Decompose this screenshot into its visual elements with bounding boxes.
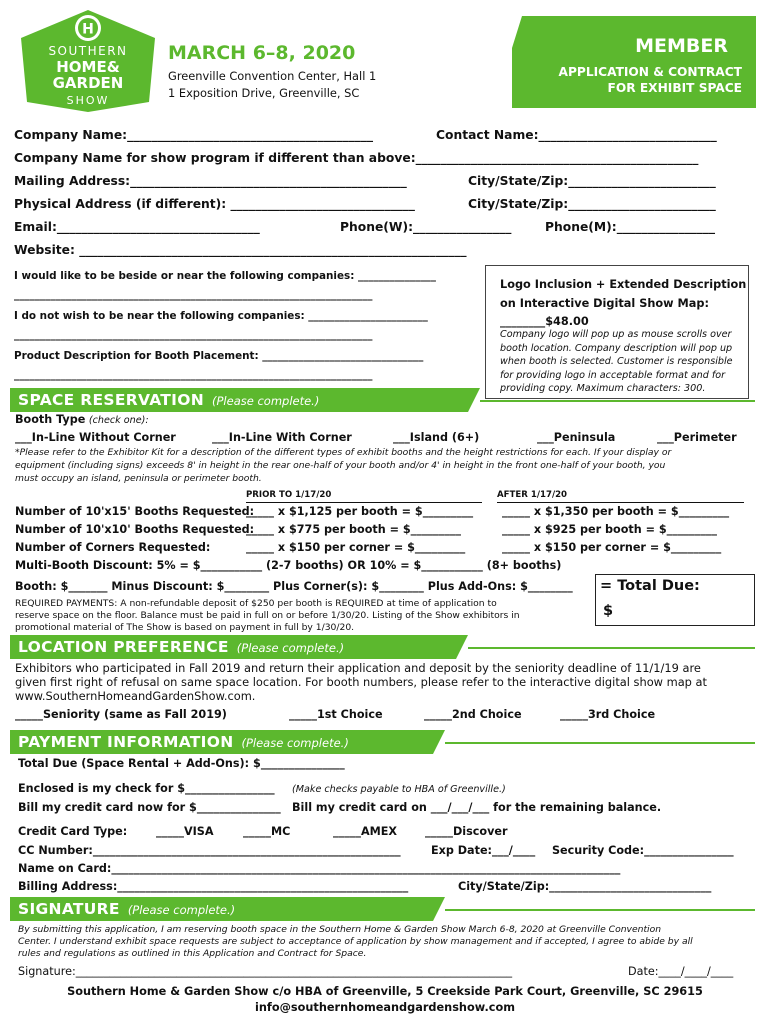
card-discover[interactable]: _____Discover (425, 825, 508, 838)
seniority-paragraph (15, 661, 707, 703)
booths-10x10-label: Number of 10'x10' Booths Requested: (15, 523, 255, 536)
card-type-label: Credit Card Type: (18, 825, 128, 838)
after-heading-rule (497, 502, 744, 503)
payment-banner-title: PAYMENT INFORMATION (18, 733, 234, 751)
first-choice[interactable]: _____1st Choice (289, 708, 383, 721)
booths-10x10-prior[interactable]: _____ x $775 per booth = $_________ (246, 523, 461, 536)
booths-10x15-prior[interactable]: _____ x $1,125 per booth = $_________ (246, 505, 474, 518)
card-visa[interactable]: _____VISA (156, 825, 214, 838)
booth-totals-line[interactable]: Booth: $_______ Minus Discount: $________ Plus Corner(s): $________ Plus Add-Ons: $________ (15, 580, 573, 593)
third-choice[interactable]: _____3rd Choice (560, 708, 656, 721)
signature-date-field[interactable]: Date:____/____/____ (628, 965, 734, 978)
signature-banner-sub: (Please complete.) (127, 903, 236, 917)
total-due-field[interactable]: Total Due (Space Rental + Add-Ons): $_______________ (18, 757, 345, 770)
phone-mobile-field[interactable]: Phone(M):________________ (545, 220, 716, 234)
member-title: MEMBER (635, 35, 728, 57)
logo-inclusion-box (485, 265, 749, 399)
member-banner (512, 16, 756, 108)
booth-type-peninsula[interactable]: ___Peninsula (537, 431, 616, 444)
bill-later-field[interactable]: Bill my credit card on ___/___/___ for the remaining balance. (292, 801, 662, 814)
program-name-field[interactable]: Company Name for show program if different than above:______________________________________________ (14, 151, 699, 165)
contact-name-field[interactable]: Contact Name:_____________________________ (436, 128, 717, 142)
booth-type-inline-no-corner[interactable]: ___In-Line Without Corner (15, 431, 176, 444)
booths-10x10-after[interactable]: _____ x $925 per booth = $_________ (502, 523, 717, 536)
space-reservation-banner (10, 388, 480, 412)
callout-title-2: on Interactive Digital Show Map: (500, 296, 709, 310)
seniority-line-2: given first right of refusal on same space location. For booth numbers, please refer to the interactive digital show map at (15, 675, 707, 689)
check-payable-note: (Make checks payable to HBA of Greenville.) (292, 784, 506, 795)
booth-note-2: equipment (including signs) exceeds 8' in height in the rear one-half of your booth and/or 4' in height in the front one-half of your booth, you (15, 460, 666, 471)
booths-10x15-label: Number of 10'x15' Booths Requested: (15, 505, 255, 518)
mailing-address-field[interactable]: Mailing Address:_____________________________________________ (14, 174, 407, 188)
signature-banner (10, 897, 445, 921)
booth-note-3: must occupy an island, peninsula or perimeter booth. (15, 473, 262, 484)
total-due-box (595, 574, 755, 626)
space-banner-title: SPACE RESERVATION (18, 391, 204, 409)
cc-number-field[interactable]: CC Number:_______________________________________________________ (18, 844, 401, 857)
booth-type-label (15, 413, 149, 426)
callout-desc-3: when booth is selected. Customer is responsible (500, 356, 733, 367)
booth-type-island[interactable]: ___Island (6+) (393, 431, 480, 444)
signature-terms-2: Center. I understand exhibit space requests are subject to acceptance of application by show management and if accepted, I agree to abide by all (18, 936, 693, 947)
callout-desc-2: booth location. Company description will pop up (500, 342, 733, 354)
corners-after[interactable]: _____ x $150 per corner = $_________ (502, 541, 722, 554)
corners-prior[interactable]: _____ x $150 per corner = $_________ (246, 541, 466, 554)
multi-booth-discount[interactable]: Multi-Booth Discount: 5% = $___________ (2-7 booths) OR 10% = $___________ (8+ booths) (15, 559, 562, 572)
corners-label: Number of Corners Requested: (15, 541, 211, 554)
company-name-field[interactable]: Company Name:________________________________________ (14, 128, 374, 142)
physical-address-field[interactable]: Physical Address (if different): ______________________________ (14, 197, 415, 211)
callout-desc-5: providing copy. Maximum characters: 300. (500, 383, 706, 394)
signature-banner-rule (445, 909, 755, 911)
phone-work-field[interactable]: Phone(W):________________ (340, 220, 512, 234)
not-near-companies-line[interactable]: _____________________________________________________________________ (14, 329, 373, 341)
logo-top: SOUTHERN (48, 44, 128, 58)
booth-type-inline-corner[interactable]: ___In-Line With Corner (212, 431, 352, 444)
location-banner-title: LOCATION PREFERENCE (18, 638, 229, 656)
location-banner-sub: (Please complete.) (236, 641, 345, 655)
after-heading: AFTER 1/17/20 (497, 490, 568, 500)
member-subtitle-1: APPLICATION & CONTRACT (558, 65, 742, 79)
total-due-dollar[interactable]: $ (603, 603, 614, 619)
physical-city-field[interactable]: City/State/Zip:________________________ (468, 197, 716, 211)
event-date: MARCH 6–8, 2020 (168, 42, 356, 64)
billing-address-field[interactable]: Billing Address:____________________________________________________ (18, 880, 409, 893)
card-amex[interactable]: _____AMEX (333, 825, 398, 838)
seniority-choice[interactable]: _____Seniority (same as Fall 2019) (15, 708, 227, 721)
signature-field[interactable]: Signature:______________________________________________________________________________ (18, 965, 513, 978)
seniority-line-1: Exhibitors who participated in Fall 2019 and return their application and deposit by the seniority deadline of 11/1/19 are (15, 661, 701, 675)
exp-date-field[interactable]: Exp Date:___/____ (431, 844, 536, 857)
event-venue (168, 68, 376, 102)
booth-type-check-one: (check one): (88, 415, 149, 426)
total-due-label: = Total Due: (600, 578, 700, 594)
booth-type-perimeter[interactable]: ___Perimeter (657, 431, 737, 444)
callout-title-1: Logo Inclusion + Extended Description (500, 278, 747, 291)
website-field[interactable]: Website: _______________________________________________________________ (14, 243, 467, 257)
not-near-companies-field[interactable]: I do not wish to be near the following companies: _______________________ (14, 310, 428, 322)
beside-companies-line[interactable]: _____________________________________________________________________ (14, 289, 373, 301)
product-description-field[interactable]: Product Description for Booth Placement: _______________________________ (14, 350, 424, 362)
signature-banner-title: SIGNATURE (18, 900, 120, 918)
mailing-city-field[interactable]: City/State/Zip:________________________ (468, 174, 716, 188)
card-mc[interactable]: _____MC (243, 825, 291, 838)
second-choice[interactable]: _____2nd Choice (424, 708, 522, 721)
product-description-line[interactable]: _____________________________________________________________________ (14, 369, 373, 381)
seniority-line-3: www.SouthernHomeandGardenShow.com. (15, 689, 256, 703)
venue-name: Greenville Convention Center, Hall 1 (168, 69, 377, 83)
location-banner-rule (468, 647, 755, 649)
space-banner-rule (480, 400, 755, 402)
billing-city-field[interactable]: City/State/Zip:_____________________________ (458, 880, 712, 893)
callout-price[interactable]: ________$48.00 (500, 315, 589, 328)
beside-companies-field[interactable]: I would like to be beside or near the following companies: _______________ (14, 270, 436, 282)
name-on-card-field[interactable]: Name on Card:___________________________________________________________________________________________ (18, 862, 621, 875)
signature-terms-3: rules and regulations as outlined in this Application and Contract for Space. (18, 948, 367, 959)
booth-note-1: *Please refer to the Exhibitor Kit for a description of the different types of exhibit booths and the height restrictions for each. If your display or (15, 447, 672, 458)
space-banner-sub: (Please complete.) (212, 394, 320, 408)
required-payments-3: promotional material of The Show is based on payment in full by 1/30/20. (15, 622, 355, 633)
payment-banner-sub: (Please complete.) (241, 736, 349, 750)
footer-email[interactable]: info@southernhomeandgardenshow.com (255, 1001, 515, 1014)
logo-home: HOME& (56, 58, 120, 76)
show-logo (12, 8, 164, 112)
security-code-field[interactable]: Security Code:________________ (552, 844, 734, 857)
location-preference-banner (10, 635, 468, 659)
bill-now-field[interactable]: Bill my credit card now for $_______________ (18, 801, 281, 814)
booths-10x15-after[interactable]: _____ x $1,350 per booth = $_________ (502, 505, 730, 518)
required-payments-1: REQUIRED PAYMENTS: A non-refundable deposit of $250 per booth is REQUIRED at time of application to (15, 598, 497, 609)
booth-type-title: Booth Type (15, 413, 86, 426)
required-payments-2: reserve space on the floor. Balance must be paid in full on or before 1/30/20. Listing of the Show exhibitors in (15, 610, 520, 621)
logo-letter: H (82, 21, 94, 38)
member-subtitle-2: FOR EXHIBIT SPACE (607, 81, 742, 95)
callout-desc-1: Company logo will pop up as mouse scrolls over (500, 329, 732, 340)
check-amount-field[interactable]: Enclosed is my check for $________________ (18, 782, 275, 795)
email-field[interactable]: Email:_________________________________ (14, 220, 260, 234)
venue-address: 1 Exposition Drive, Greenville, SC (168, 86, 360, 100)
prior-heading: PRIOR TO 1/17/20 (246, 490, 332, 500)
signature-terms-1: By submitting this application, I am reserving booth space in the Southern Home & Garden Show March 6-8, 2020 at Greenville Convention (18, 924, 662, 935)
payment-banner-rule (445, 742, 755, 744)
prior-heading-rule (246, 502, 482, 503)
payment-information-banner (10, 730, 445, 754)
logo-show: SHOW (66, 94, 110, 107)
footer-address: Southern Home & Garden Show c/o HBA of Greenville, 5 Creekside Park Court, Greenville, SC 29615 (67, 985, 703, 998)
logo-garden: GARDEN (52, 74, 124, 92)
callout-desc-4: for providing logo in acceptable format and for (500, 369, 726, 381)
